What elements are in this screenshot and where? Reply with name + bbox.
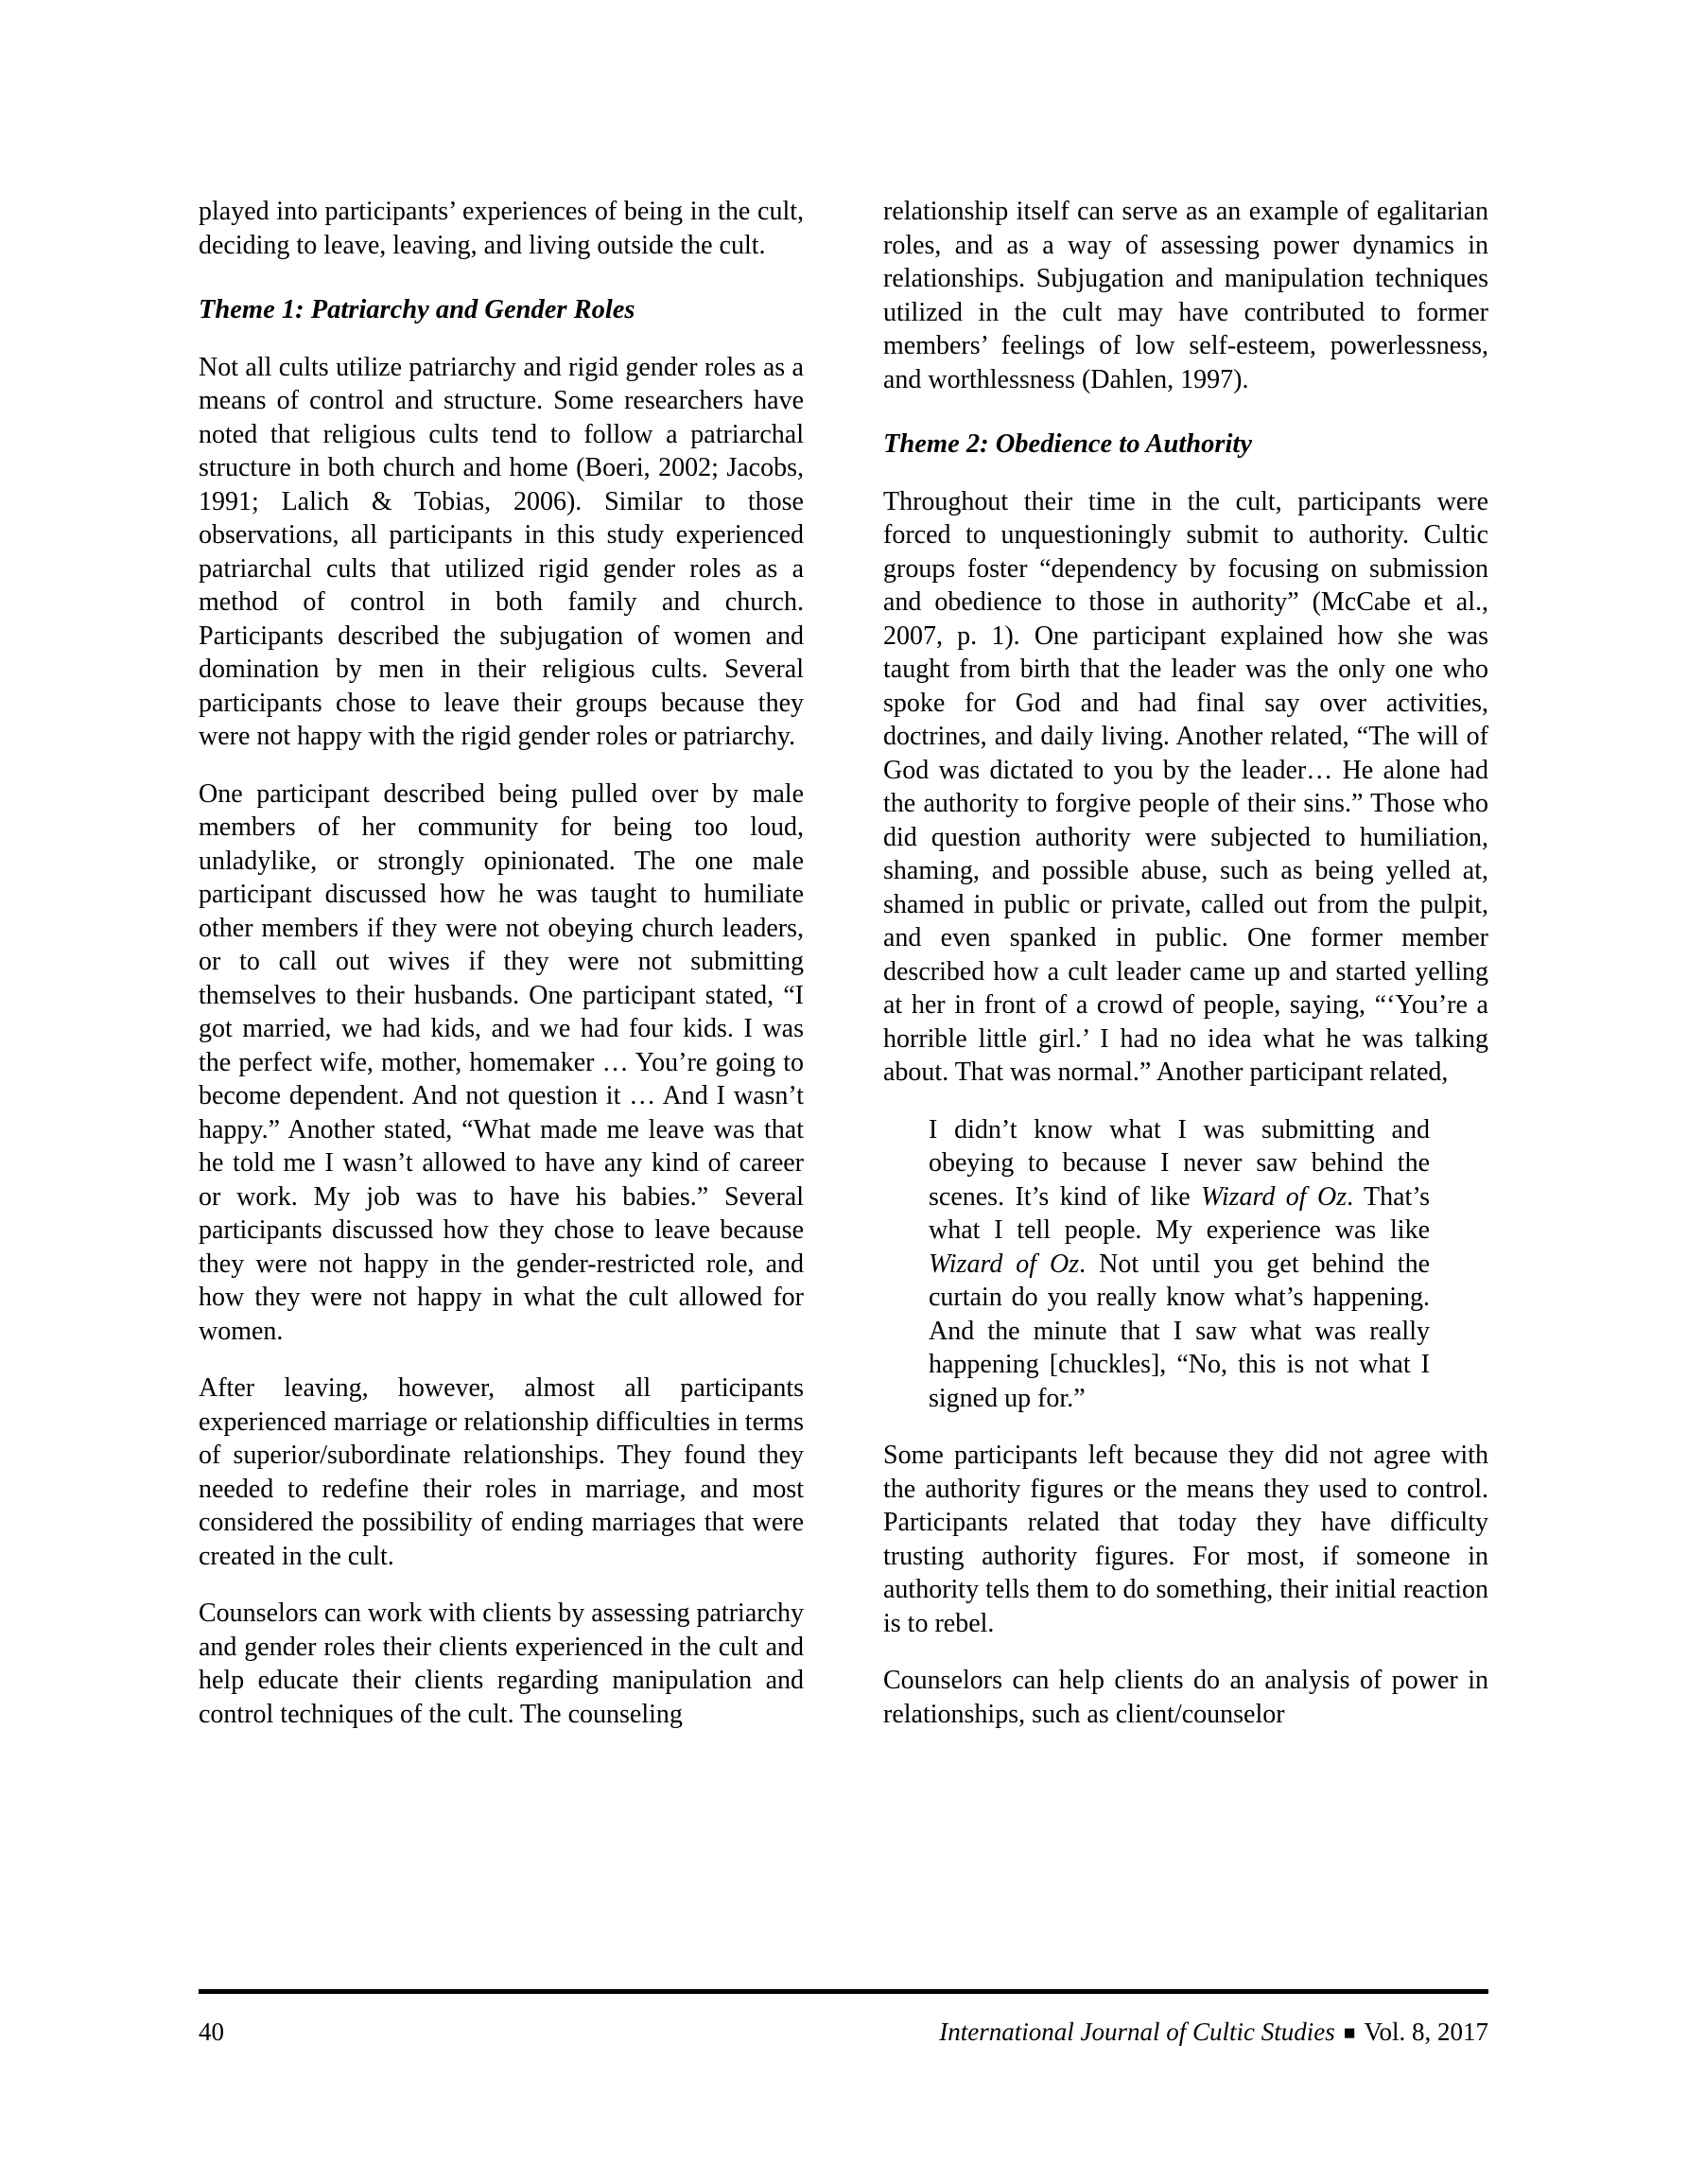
right-column [883,195,1488,1731]
paragraph-intro-continuation: played into participants’ experiences of being in the cult, deciding to leave, leaving, and living outside the cult. [199,197,804,260]
quote-text: . Not until you get behind the curtain do you really know what’s happening. And the minute that I saw what was really happening [chuckles], “No, this is not what I signed up for.” [929,1249,1430,1413]
paragraph-theme1-after-leaving: After leaving, however, almost all participants experienced marriage or relationship difficulties in terms of superior/subordinate relationships. They found they needed to redefine their roles in marriage, and most considered the possibility of ending marriages that were created in the cult. [199,1373,804,1571]
participant-blockquote [883,1113,1488,1416]
quote-italic-title: Wizard of Oz [1201,1181,1348,1212]
volume-info: Vol. 8, 2017 [1364,2018,1488,2046]
square-separator-icon: ■ [1343,2021,1356,2044]
quote-text: I didn’t know what I was submitting and obeying to because I never saw behind the scenes. It’s kind of like [929,1114,1430,1212]
page-number: 40 [199,2018,224,2046]
paragraph-theme1-counselors: Counselors can work with clients by assessing patriarchy and gender roles their clients experienced in the cult and help educate their clients regarding manipulation and control techniques of the cult. The counseling [199,1599,804,1729]
section-heading-theme1: Theme 1: Patriarchy and Gender Roles [199,295,635,324]
page-footer [199,2016,1488,2050]
footer-divider [199,1989,1488,1994]
paragraph-theme2-overview: Throughout their time in the cult, participants were forced to unquestioningly submit to authority. Cultic groups foster “dependency by focusing on submission and obedience to those in authority” (McCabe et al., 2007, p. 1). One participant explained how she was taught from birth that the leader was the only one who spoke for God and had final say over activities, doctrines, and daily living. Another related, “The will of God was dictated to you by the leader… He alone had the authority to forgive people of their sins.” Those who did question authority were subjected to humiliation, shaming, and possible abuse, such as being yelled at, shamed in public or private, called out from the pulpit, and even spanked in public. One former member described how a cult leader came up and started yelling at her in front of a crowd of people, saying, “‘You’re a horrible little girl.’ I had no idea what he was talking about. That was normal.” Another participant related, [883,486,1488,1087]
page-content [199,195,1488,1731]
paragraph-theme2-counselors: Counselors can help clients do an analysis of power in relationships, such as client/counselor [883,1666,1488,1729]
paragraph-relationship-continuation: relationship itself can serve as an example of egalitarian roles, and as a way of assessing power dynamics in relationships. Subjugation and manipulation techniques utilized in the cult may have contributed to former members’ feelings of low self-esteem, powerlessness, and worthlessness (Dahlen, 1997). [883,197,1488,394]
journal-citation [939,2016,1488,2050]
paragraph-theme2-some-left: Some participants left because they did not agree with the authority figures or the means they used to control. Participants related that today they have difficulty trusting authority figures. For most, if someone in authority tells them to do something, their initial reaction is to rebel. [883,1441,1488,1638]
paragraph-theme1-overview: Not all cults utilize patriarchy and rigid gender roles as a means of control and structure. Some researchers have noted that religious cults tend to follow a patriarchal structure in both church and home (Boeri, 2002; Jacobs, 1991; Lalich & Tobias, 2006). Similar to those observations, all participants in this study experienced patriarchal cults that utilized rigid gender roles as a method of control in both family and church. Participants described the subjugation of women and domination by men in their religious cults. Several participants chose to leave their groups because they were not happy with the rigid gender roles or patriarchy. [199,352,804,751]
quote-italic-title: Wizard of Oz [929,1249,1080,1279]
section-heading-theme2: Theme 2: Obedience to Authority [883,429,1252,459]
journal-title: International Journal of Cultic Studies [939,2018,1335,2046]
left-column [199,195,804,1731]
quote-text: . That’s what I tell people. My experience was like [929,1181,1430,1245]
paragraph-theme1-experiences: One participant described being pulled over by male members of her community for being too loud, unladylike, or strongly opinionated. The one male participant discussed how he was taught to humiliate other members if they were not obeying church leaders, or to call out wives if they were not submitting themselves to their husbands. One participant stated, “I got married, we had kids, and we had four kids. I was the perfect wife, mother, homemaker … You’re going to become dependent. And not question it … And I wasn’t happy.” Another stated, “What made me leave was that he told me I wasn’t allowed to have any kind of career or work. My job was to have his babies.” Several participants discussed how they chose to leave because they were not happy in the gender-restricted role, and how they were not happy in what the cult allowed for women. [199,778,804,1346]
